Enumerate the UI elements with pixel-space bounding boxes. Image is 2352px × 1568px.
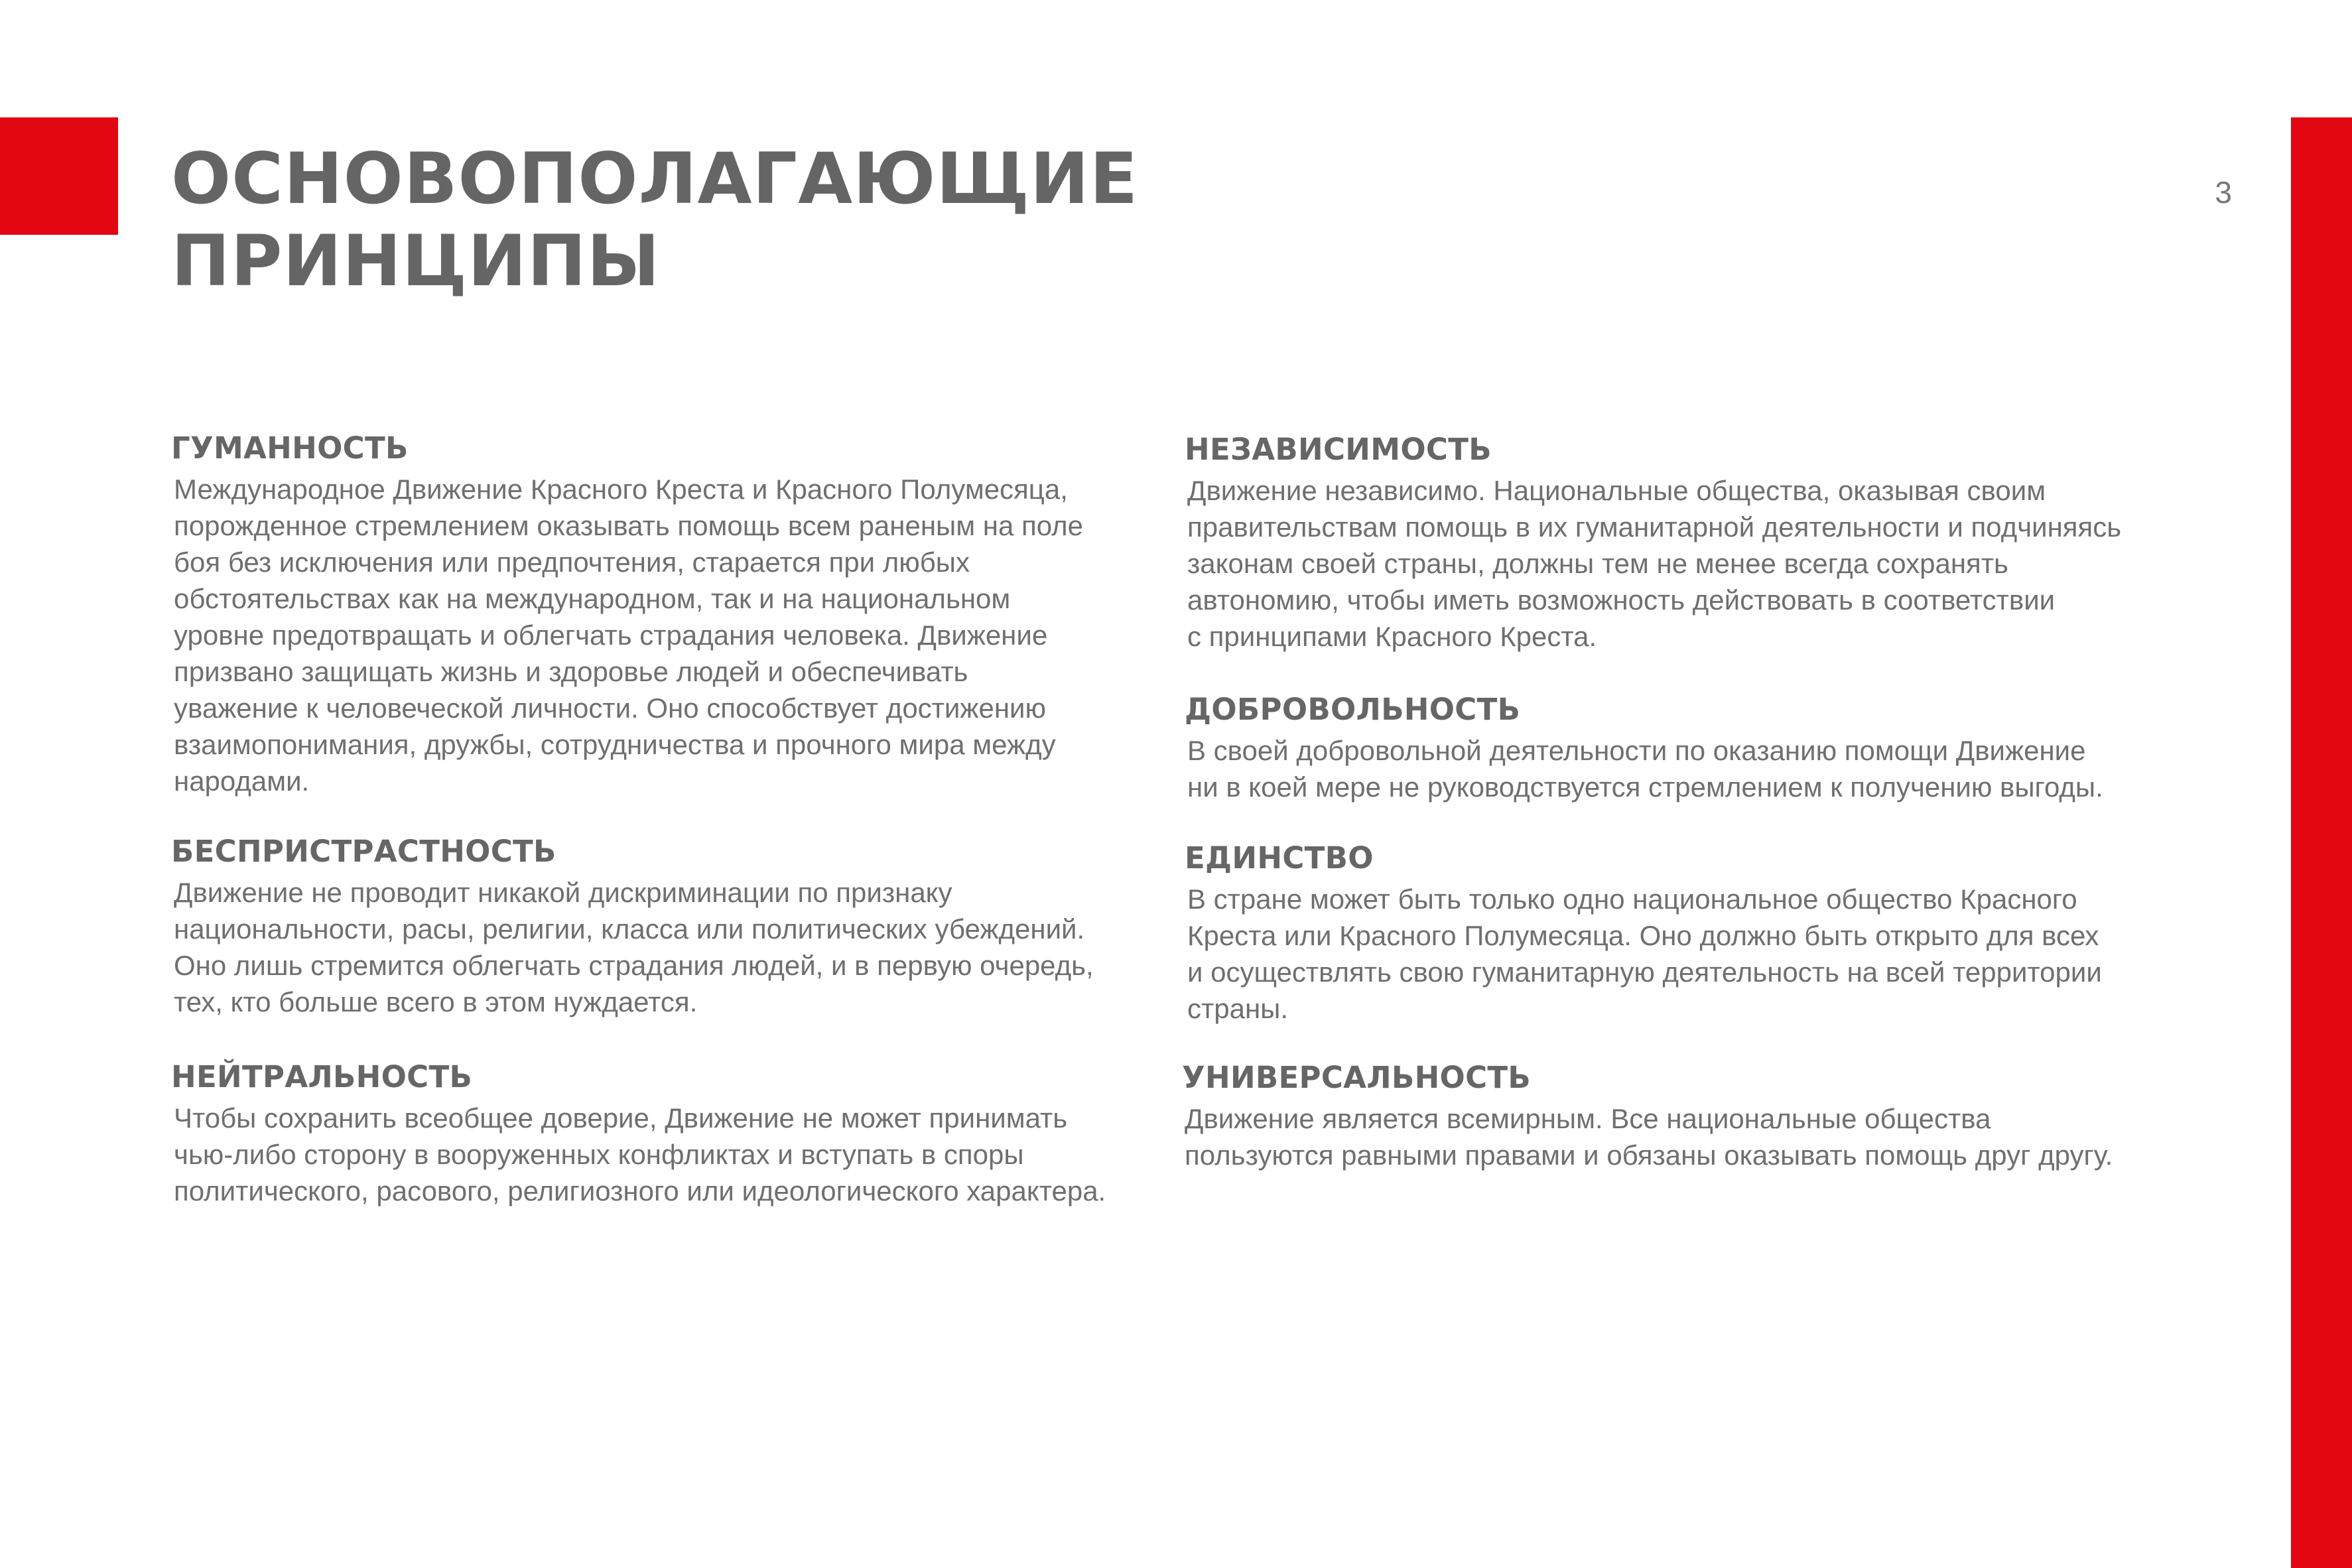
page-title	[171, 138, 1299, 302]
principle-impartiality	[171, 833, 1140, 1020]
principle-heading: НЕЗАВИСИМОСТЬ	[1185, 432, 1492, 467]
principle-universality	[1182, 1059, 2150, 1173]
page-number: 3	[2215, 175, 2232, 210]
red-accent-bar	[2291, 117, 2352, 1568]
principle-voluntary-service	[1185, 691, 2153, 805]
page-title-line-2: ПРИНЦИПЫ	[171, 220, 661, 302]
principle-heading: ЕДИНСТВО	[1185, 840, 1374, 876]
principle-heading: ДОБРОВОЛЬНОСТЬ	[1185, 692, 1521, 727]
principle-body: Чтобы сохранить всеобщее доверие, Движение не может принимать чью-либо сторону в вооруженных конфликтах и вступать в споры политического, расового, религиозного или идеологического характера.	[174, 1102, 1106, 1207]
principle-humanity	[171, 430, 1140, 799]
principle-body: Движение независимо. Национальные общества, оказывая своим правительствам помощь в их гуманитарной деятельности и подчиняясь законам своей страны, должны тем не менее всегда сохранять автономию, чтобы иметь возможность действовать в соответствии с принципами Красного Креста.	[1187, 475, 2122, 652]
principle-body: Движение не проводит никакой дискриминации по признаку национальности, расы, религии, класса или политических убеждений. Оно лишь стремится облегчать страдания людей, и в первую очередь, тех, кто больше всего в этом нуждается.	[174, 877, 1094, 1017]
principle-body: Международное Движение Красного Креста и Красного Полумесяца, порожденное стремлением оказывать помощь всем раненым на поле боя без исключения или предпочтения, старается при любых обстоятельствах как на международном, так и на национальном уровне предотвращать и облегчать страдания человека. Движение призвано защищать жизнь и здоровье людей и обеспечивать уважение к человеческой личности. Оно способствует достижению взаимопонимания, дружбы, сотрудничества и прочного мира между народами.	[174, 474, 1084, 797]
principle-body: Движение является всемирным. Все национальные общества пользуются равными правами и обязаны оказывать помощь друг другу.	[1185, 1103, 2113, 1171]
principle-heading: БЕСПРИСТРАСТНОСТЬ	[171, 834, 556, 869]
principle-heading: УНИВЕРСАЛЬНОСТЬ	[1182, 1060, 1531, 1095]
principle-independence	[1185, 431, 2153, 655]
principle-heading: НЕЙТРАЛЬНОСТЬ	[171, 1059, 473, 1094]
principle-body: В стране может быть только одно национальное общество Красного Креста или Красного Полумесяца. Оно должно быть открыто для всех и осуществлять свою гуманитарную деятельность на всей территории страны.	[1187, 883, 2102, 1024]
principle-neutrality	[171, 1059, 1140, 1209]
page-title-line-1: ОСНОВОПОЛАГАЮЩИЕ	[171, 138, 1139, 220]
principle-body: В своей добровольной деятельности по оказанию помощи Движение ни в коей мере не руководствуется стремлением к получению выгоды.	[1187, 735, 2103, 803]
red-accent-square	[0, 117, 118, 235]
principle-heading: ГУМАННОСТЬ	[171, 430, 409, 466]
principle-unity	[1185, 840, 2153, 1027]
